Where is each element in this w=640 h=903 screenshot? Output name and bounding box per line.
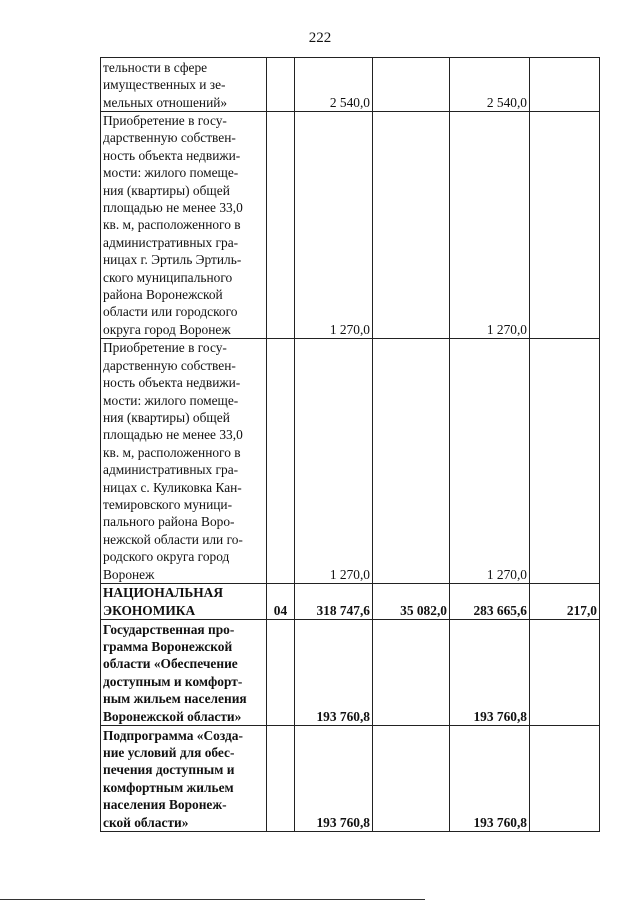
row-name: НАЦИОНАЛЬНАЯ ЭКОНОМИКА [101, 583, 267, 619]
row-col3 [373, 619, 450, 725]
row-col4: 1 270,0 [450, 339, 530, 584]
row-code [267, 58, 295, 112]
row-col3 [373, 725, 450, 831]
row-col5 [530, 58, 600, 112]
table-row [101, 619, 600, 725]
row-col4: 193 760,8 [450, 725, 530, 831]
row-total: 2 540,0 [295, 58, 373, 112]
row-total: 193 760,8 [295, 619, 373, 725]
row-col3: 35 082,0 [373, 583, 450, 619]
row-col3 [373, 339, 450, 584]
row-col4: 193 760,8 [450, 619, 530, 725]
row-col4: 2 540,0 [450, 58, 530, 112]
page-number: 222 [308, 30, 332, 46]
row-total: 318 747,6 [295, 583, 373, 619]
table-row [101, 583, 600, 619]
table-row [101, 339, 600, 584]
row-col3 [373, 58, 450, 112]
table-row [101, 58, 600, 112]
row-col3 [373, 112, 450, 339]
row-name: Государственная про- грамма Воронежской области «Обеспечение доступным и комфорт- ным жильем населения Воронежской области» [101, 619, 267, 725]
row-total: 1 270,0 [295, 339, 373, 584]
row-col4: 1 270,0 [450, 112, 530, 339]
row-name: Приобретение в госу- дарственную собствен- ность объекта недвижи- мости: жилого помеще- ния (квартиры) общей площадью не менее 33,0 кв. м, расположенного в административных гра- ницах с. Куликовка Кан- темировского муници- пального района Воро- нежской области или го- родского округа город Воронеж [101, 339, 267, 584]
row-code [267, 619, 295, 725]
budget-table [100, 57, 600, 832]
row-name: Приобретение в госу- дарственную собствен- ность объекта недвижи- мости: жилого помеще- ния (квартиры) общей площадью не менее 33,0 кв. м, расположенного в административных гра- ницах г. Эртиль Эртиль- ского муниципального района Воронежской области или городского округа город Воронеж [101, 112, 267, 339]
row-col5 [530, 725, 600, 831]
row-col4: 283 665,6 [450, 583, 530, 619]
row-code [267, 725, 295, 831]
row-code [267, 339, 295, 584]
row-total: 1 270,0 [295, 112, 373, 339]
row-code [267, 112, 295, 339]
row-code: 04 [267, 583, 295, 619]
row-name: Подпрограмма «Созда- ние условий для обес- печения доступным и комфортным жильем населения Воронеж- ской области» [101, 725, 267, 831]
page-bottom-rule [0, 899, 425, 900]
row-total: 193 760,8 [295, 725, 373, 831]
row-col5: 217,0 [530, 583, 600, 619]
row-name: тельности в сфере имущественных и зе- мельных отношений» [101, 58, 267, 112]
row-col5 [530, 619, 600, 725]
row-col5 [530, 112, 600, 339]
table-row [101, 725, 600, 831]
row-col5 [530, 339, 600, 584]
table-row [101, 112, 600, 339]
